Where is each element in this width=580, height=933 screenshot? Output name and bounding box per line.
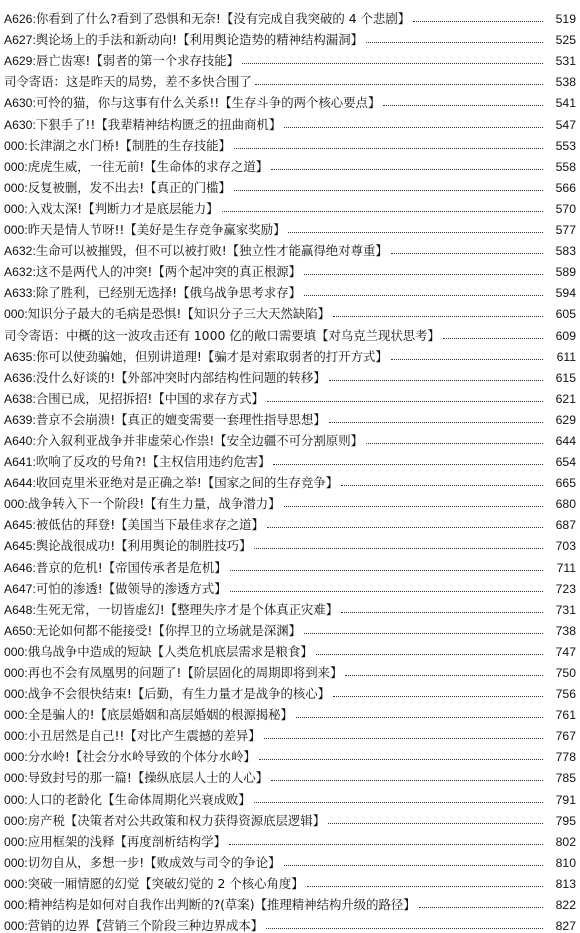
toc-entry-page-number: 615 [555,370,576,385]
toc-entry-code: A639: [4,412,36,427]
toc-entry-page-number: 531 [555,54,576,69]
toc-entry[interactable] [4,870,576,891]
toc-dot-leader [391,359,543,360]
toc-dot-leader [230,591,543,592]
toc-entry-page-number: 558 [555,159,576,174]
toc-dot-leader [307,886,543,887]
toc-entry-page-number: 577 [555,223,576,238]
toc-entry-title: 入戏太深!【判断力才是底层能力】 [27,201,219,216]
toc-entry[interactable] [4,575,576,596]
toc-entry-title: 俄乌战争中造成的短缺【人类危机底层需求是粮食】 [27,644,313,659]
toc-entry-code: 000: [4,855,28,870]
toc-entry-page-number: 589 [555,265,576,280]
toc-entry-page-number: 583 [555,244,576,259]
toc-entry-code: A627: [4,33,36,48]
toc-entry[interactable] [4,132,576,153]
toc-entry-title: 你看到了什么?看到了恐惧和无奈!【没有完成自我突破的 4 个悲剧】 [35,12,411,27]
toc-entry-page-number: 654 [555,455,576,470]
toc-entry-title: 司令寄语：中概的这一波攻击还有 1000 亿的敞口需要填【对乌克兰现状思考】 [4,328,440,343]
toc-entry-page-number: 547 [555,117,576,132]
toc-entry[interactable] [4,764,576,785]
toc-dot-leader [230,570,543,571]
toc-entry-title: 再也不会有凤凰男的问题了!【阶层固化的周期即将到来】 [27,666,343,680]
toc-entry-code: A633: [4,286,36,301]
toc-entry-page-number: 767 [555,729,576,744]
toc-entry-title: 切勿自从，多想一步!【败成效与司令的争论】 [27,855,281,870]
toc-entry-title: 反复被删，发不出去!【真正的门槛】 [27,180,231,195]
toc-entry-page-number: 810 [555,855,576,870]
toc-entry-code: A629: [4,54,36,69]
toc-entry-code: A646: [4,560,36,575]
toc-dot-leader [383,105,543,106]
toc-entry-page-number: 611 [556,349,576,364]
toc-entry-title: 昨天是情人节呀!!【美好是生存竞争赢家奖励】 [27,223,286,238]
toc-entry[interactable] [4,596,576,617]
toc-entry-title: 合围已成，见招拆招!【中国的求存方式】 [35,391,264,406]
toc-entry-page-number: 723 [555,581,576,596]
toc-entry-code: 000: [4,307,28,322]
toc-entry[interactable] [4,912,576,933]
toc-entry-code: 000: [4,919,28,933]
toc-entry-page-number: 680 [555,497,576,512]
toc-entry[interactable] [4,89,576,110]
toc-entry-code: 000: [4,750,28,765]
toc-entry-title: 长津湖之水门桥!【制胜的生存技能】 [27,138,231,153]
toc-entry[interactable] [4,110,576,131]
toc-entry-title: 精神结构是如何对自我作出判断的?(草案)【推理精神结构升级的路径】 [27,898,416,913]
toc-entry[interactable] [4,300,576,321]
toc-dot-leader [266,928,543,929]
toc-entry[interactable] [4,722,576,743]
toc-entry-title: 小丑居然是自己!!【对比产生震撼的差异】 [27,729,261,744]
toc-entry-title: 普京不会崩溃!【真正的嬗变需要一套理性指导思想】 [35,412,326,427]
toc-entry-code: A632: [4,265,36,280]
toc-entry-code: A632: [4,244,36,259]
toc-entry-page-number: 594 [555,286,576,301]
toc-entry[interactable] [4,68,576,89]
toc-entry[interactable] [4,891,576,912]
toc-entry-page-number: 621 [555,391,576,406]
toc-entry[interactable] [4,47,576,68]
toc-entry-title: 下狠手了!!【我辈精神结构匮乏的扭曲商机】 [35,117,282,132]
toc-entry-title: 房产税【决策者对公共政策和权力获得资源底层逻辑】 [27,813,326,828]
toc-entry-page-number: 538 [555,75,576,90]
toc-entry-code: A630: [4,117,36,132]
toc-dot-leader [284,506,543,507]
toc-entry-code: 000: [4,666,28,680]
toc-entry[interactable] [4,448,576,469]
toc-dot-leader [333,316,543,317]
toc-entry[interactable] [4,153,576,174]
toc-entry-title: 这不是两代人的冲突!【两个起冲突的真正根源】 [35,265,302,280]
toc-entry-page-number: 731 [555,602,576,617]
toc-entry[interactable] [4,26,576,47]
toc-entry[interactable] [4,195,576,216]
toc-entry-page-number: 785 [555,771,576,786]
toc-entry-title: 知识分子最大的毛病是恐惧!【知识分子三大天然缺陷】 [27,307,331,322]
toc-dot-leader [304,633,543,634]
toc-entry-page-number: 519 [555,12,576,27]
toc-entry-page-number: 687 [555,518,576,533]
toc-entry-code: 000: [4,834,28,849]
toc-entry-page-number: 553 [555,138,576,153]
toc-dot-leader [284,127,543,128]
toc-dot-leader [328,823,543,824]
toc-dot-leader [222,211,543,212]
toc-dot-leader [255,84,543,85]
toc-entry-page-number: 703 [555,539,576,554]
toc-entry-title: 介入叙利亚战争并非虚荣心作祟!【安全边疆不可分割原则】 [35,433,363,448]
toc-entry-page-number: 795 [555,813,576,828]
toc-entry-title: 无论如何都不能接受!【你捍卫的立场就是深渊】 [35,623,302,638]
toc-dot-leader [316,654,543,655]
toc-entry-code: 000: [4,898,28,913]
toc-entry-title: 生命可以被摧毁，但不可以被打败!【独立性才能赢得绝对尊重】 [35,244,388,259]
toc-dot-leader [264,738,543,739]
toc-entry-code: A636: [4,370,36,385]
toc-entry-title: 分水岭!【社会分水岭导致的个体分水岭】 [27,750,256,765]
toc-entry[interactable] [4,321,576,342]
toc-entry-code: A630: [4,96,36,111]
toc-dot-leader [273,464,543,465]
toc-dot-leader [229,844,543,845]
toc-entry-page-number: 609 [555,328,576,343]
toc-entry[interactable] [4,680,576,701]
toc-dot-leader [254,548,543,549]
toc-entry-page-number: 711 [556,560,576,575]
toc-entry-title: 全是骗人的!【底层婚姻和高层婚姻的根源揭秘】 [27,708,293,723]
toc-dot-leader [234,190,543,191]
toc-entry-title: 战争转入下一个阶段!【有生力量，战争潜力】 [27,497,281,512]
toc-entry-title: 唇亡齿寒!【弱者的第一个求存技能】 [35,54,240,69]
toc-entry-page-number: 756 [555,687,576,702]
toc-entry-page-number: 761 [555,708,576,723]
toc-entry-page-number: 665 [555,476,576,491]
toc-dot-leader [329,422,543,423]
toc-dot-leader [329,380,543,381]
toc-entry-page-number: 747 [555,644,576,659]
toc-entry-title: 应用框架的浅释【再度剖析结构学】 [27,834,226,849]
toc-dot-leader [267,527,543,528]
toc-entry-title: 你可以使劲骗她，但别讲道理!【骗才是对索取弱者的打开方式】 [35,349,388,364]
toc-entry-title: 舆论战很成功!【利用舆论的制胜技巧】 [35,539,252,554]
toc-entry-title: 没什么好谈的!【外部冲突时内部结构性问题的转移】 [35,370,326,385]
toc-entry-page-number: 570 [555,201,576,216]
toc-entry-page-number: 566 [555,180,576,195]
toc-dot-leader [366,443,543,444]
toc-entry[interactable] [4,406,576,427]
toc-entry-code: 000: [4,708,28,723]
toc-dot-leader [259,759,543,760]
toc-entry[interactable] [4,5,576,26]
toc-entry[interactable] [4,743,576,764]
toc-entry-title: 收回克里米亚绝对是正确之举!【国家之间的生存竞争】 [35,476,339,491]
toc-entry[interactable] [4,617,576,638]
toc-entry[interactable] [4,807,576,828]
toc-entry-code: 000: [4,792,28,807]
toc-entry-title: 司令寄语：这是昨天的局势，差不多快合围了 [4,75,252,90]
toc-dot-leader [234,148,543,149]
toc-entry[interactable] [4,659,576,680]
toc-dot-leader [341,485,543,486]
toc-dot-leader [271,780,543,781]
toc-entry-title: 导致封号的那一篇!【操纵底层人士的人心】 [27,771,269,786]
toc-entry[interactable] [4,237,576,258]
toc-dot-leader [419,907,543,908]
toc-entry-page-number: 802 [555,834,576,849]
toc-entry-title: 吹响了反攻的号角?!【主权信用违约危害】 [35,455,271,470]
toc-entry[interactable] [4,553,576,574]
toc-dot-leader [366,42,543,43]
toc-entry-page-number: 822 [555,898,576,913]
toc-entry-code: 000: [4,876,28,891]
toc-entry-code: A645: [4,518,36,533]
toc-dot-leader [333,696,543,697]
toc-entry-page-number: 629 [555,412,576,427]
toc-entry-code: 000: [4,729,28,744]
toc-entry-code: A635: [4,349,36,364]
toc-entry-title: 被低估的拜登!【美国当下最佳求存之道】 [35,518,264,533]
toc-entry[interactable] [4,785,576,806]
toc-entry-code: A645: [4,539,36,554]
toc-entry-code: 000: [4,644,28,659]
toc-entry[interactable] [4,364,576,385]
toc-entry-title: 舆论场上的手法和新动向!【利用舆论造势的精神结构漏洞】 [35,33,363,48]
toc-entry-code: A626: [4,12,36,27]
toc-entry-title: 可怜的猫，你与这事有什么关系!!【生存斗争的两个核心要点】 [35,96,381,111]
toc-entry[interactable] [4,258,576,279]
toc-entry-code: 000: [4,497,28,512]
toc-entry-code: A644: [4,476,36,491]
toc-dot-leader [271,169,543,170]
toc-entry[interactable] [4,174,576,195]
toc-entry[interactable] [4,216,576,237]
toc-entry-code: A638: [4,391,36,406]
toc-dot-leader [242,63,543,64]
toc-dot-leader [267,401,543,402]
toc-entry-page-number: 750 [555,666,576,680]
toc-dot-leader [391,253,543,254]
toc-dot-leader [345,675,543,676]
toc-entry-code: A648: [4,602,36,617]
toc-entry-page-number: 738 [555,623,576,638]
toc-entry[interactable] [4,532,576,553]
toc-dot-leader [296,717,543,718]
toc-entry-page-number: 644 [555,433,576,448]
toc-entry-code: 000: [4,159,28,174]
toc-entry[interactable] [4,385,576,406]
toc-dot-leader [341,612,543,613]
toc-entry-code: 000: [4,813,28,828]
toc-entry-title: 除了胜利，已经别无选择!【俄乌战争思考求存】 [35,286,302,301]
toc-entry-page-number: 813 [555,876,576,891]
toc-entry-title: 人口的老龄化【生命体周期化兴衰成败】 [27,792,251,807]
toc-entry-page-number: 778 [555,750,576,765]
toc-entry-page-number: 791 [555,792,576,807]
toc-entry[interactable] [4,490,576,511]
toc-entry[interactable] [4,701,576,722]
toc-entry-page-number: 541 [555,96,576,111]
toc-entry[interactable] [4,511,576,532]
table-of-contents [4,5,576,933]
toc-dot-leader [284,865,543,866]
toc-entry-title: 生死无常，一切皆虚幻!【整理失序才是个体真正灾难】 [35,602,339,617]
toc-entry-title: 虎虎生威，一往无前!【生命体的求存之道】 [27,159,269,174]
toc-entry-title: 突破一厢情愿的幻觉【突破幻觉的 2 个核心角度】 [27,876,304,891]
toc-entry-title: 普京的危机!【帝国传承者是危机】 [35,560,227,575]
toc-dot-leader [413,21,543,22]
toc-entry-title: 战争不会很快结束!【后勤，有生力量才是战争的核心】 [27,687,331,702]
toc-dot-leader [254,802,543,803]
toc-entry-page-number: 605 [555,307,576,322]
toc-entry[interactable] [4,469,576,490]
toc-dot-leader [443,338,543,339]
toc-entry[interactable] [4,427,576,448]
toc-entry-code: 000: [4,201,28,216]
toc-entry-code: 000: [4,771,28,786]
toc-entry-code: 000: [4,223,28,238]
toc-entry-code: 000: [4,687,28,702]
toc-entry-title: 营销的边界【营销三个阶段三种边界成本】 [27,919,264,933]
toc-entry-code: A647: [4,581,36,596]
toc-entry-code: A641: [4,455,36,470]
toc-dot-leader [288,232,543,233]
toc-entry-code: A650: [4,623,36,638]
toc-entry[interactable] [4,849,576,870]
toc-entry-title: 可怕的渗透!【做领导的渗透方式】 [35,581,227,596]
toc-entry-page-number: 827 [555,919,576,933]
toc-entry[interactable] [4,279,576,300]
toc-entry[interactable] [4,343,576,364]
toc-entry[interactable] [4,828,576,849]
toc-entry-code: A640: [4,433,36,448]
toc-entry-code: 000: [4,180,28,195]
toc-entry[interactable] [4,638,576,659]
toc-dot-leader [304,295,543,296]
toc-dot-leader [304,274,543,275]
toc-entry-page-number: 525 [555,33,576,48]
toc-entry-code: 000: [4,138,28,153]
